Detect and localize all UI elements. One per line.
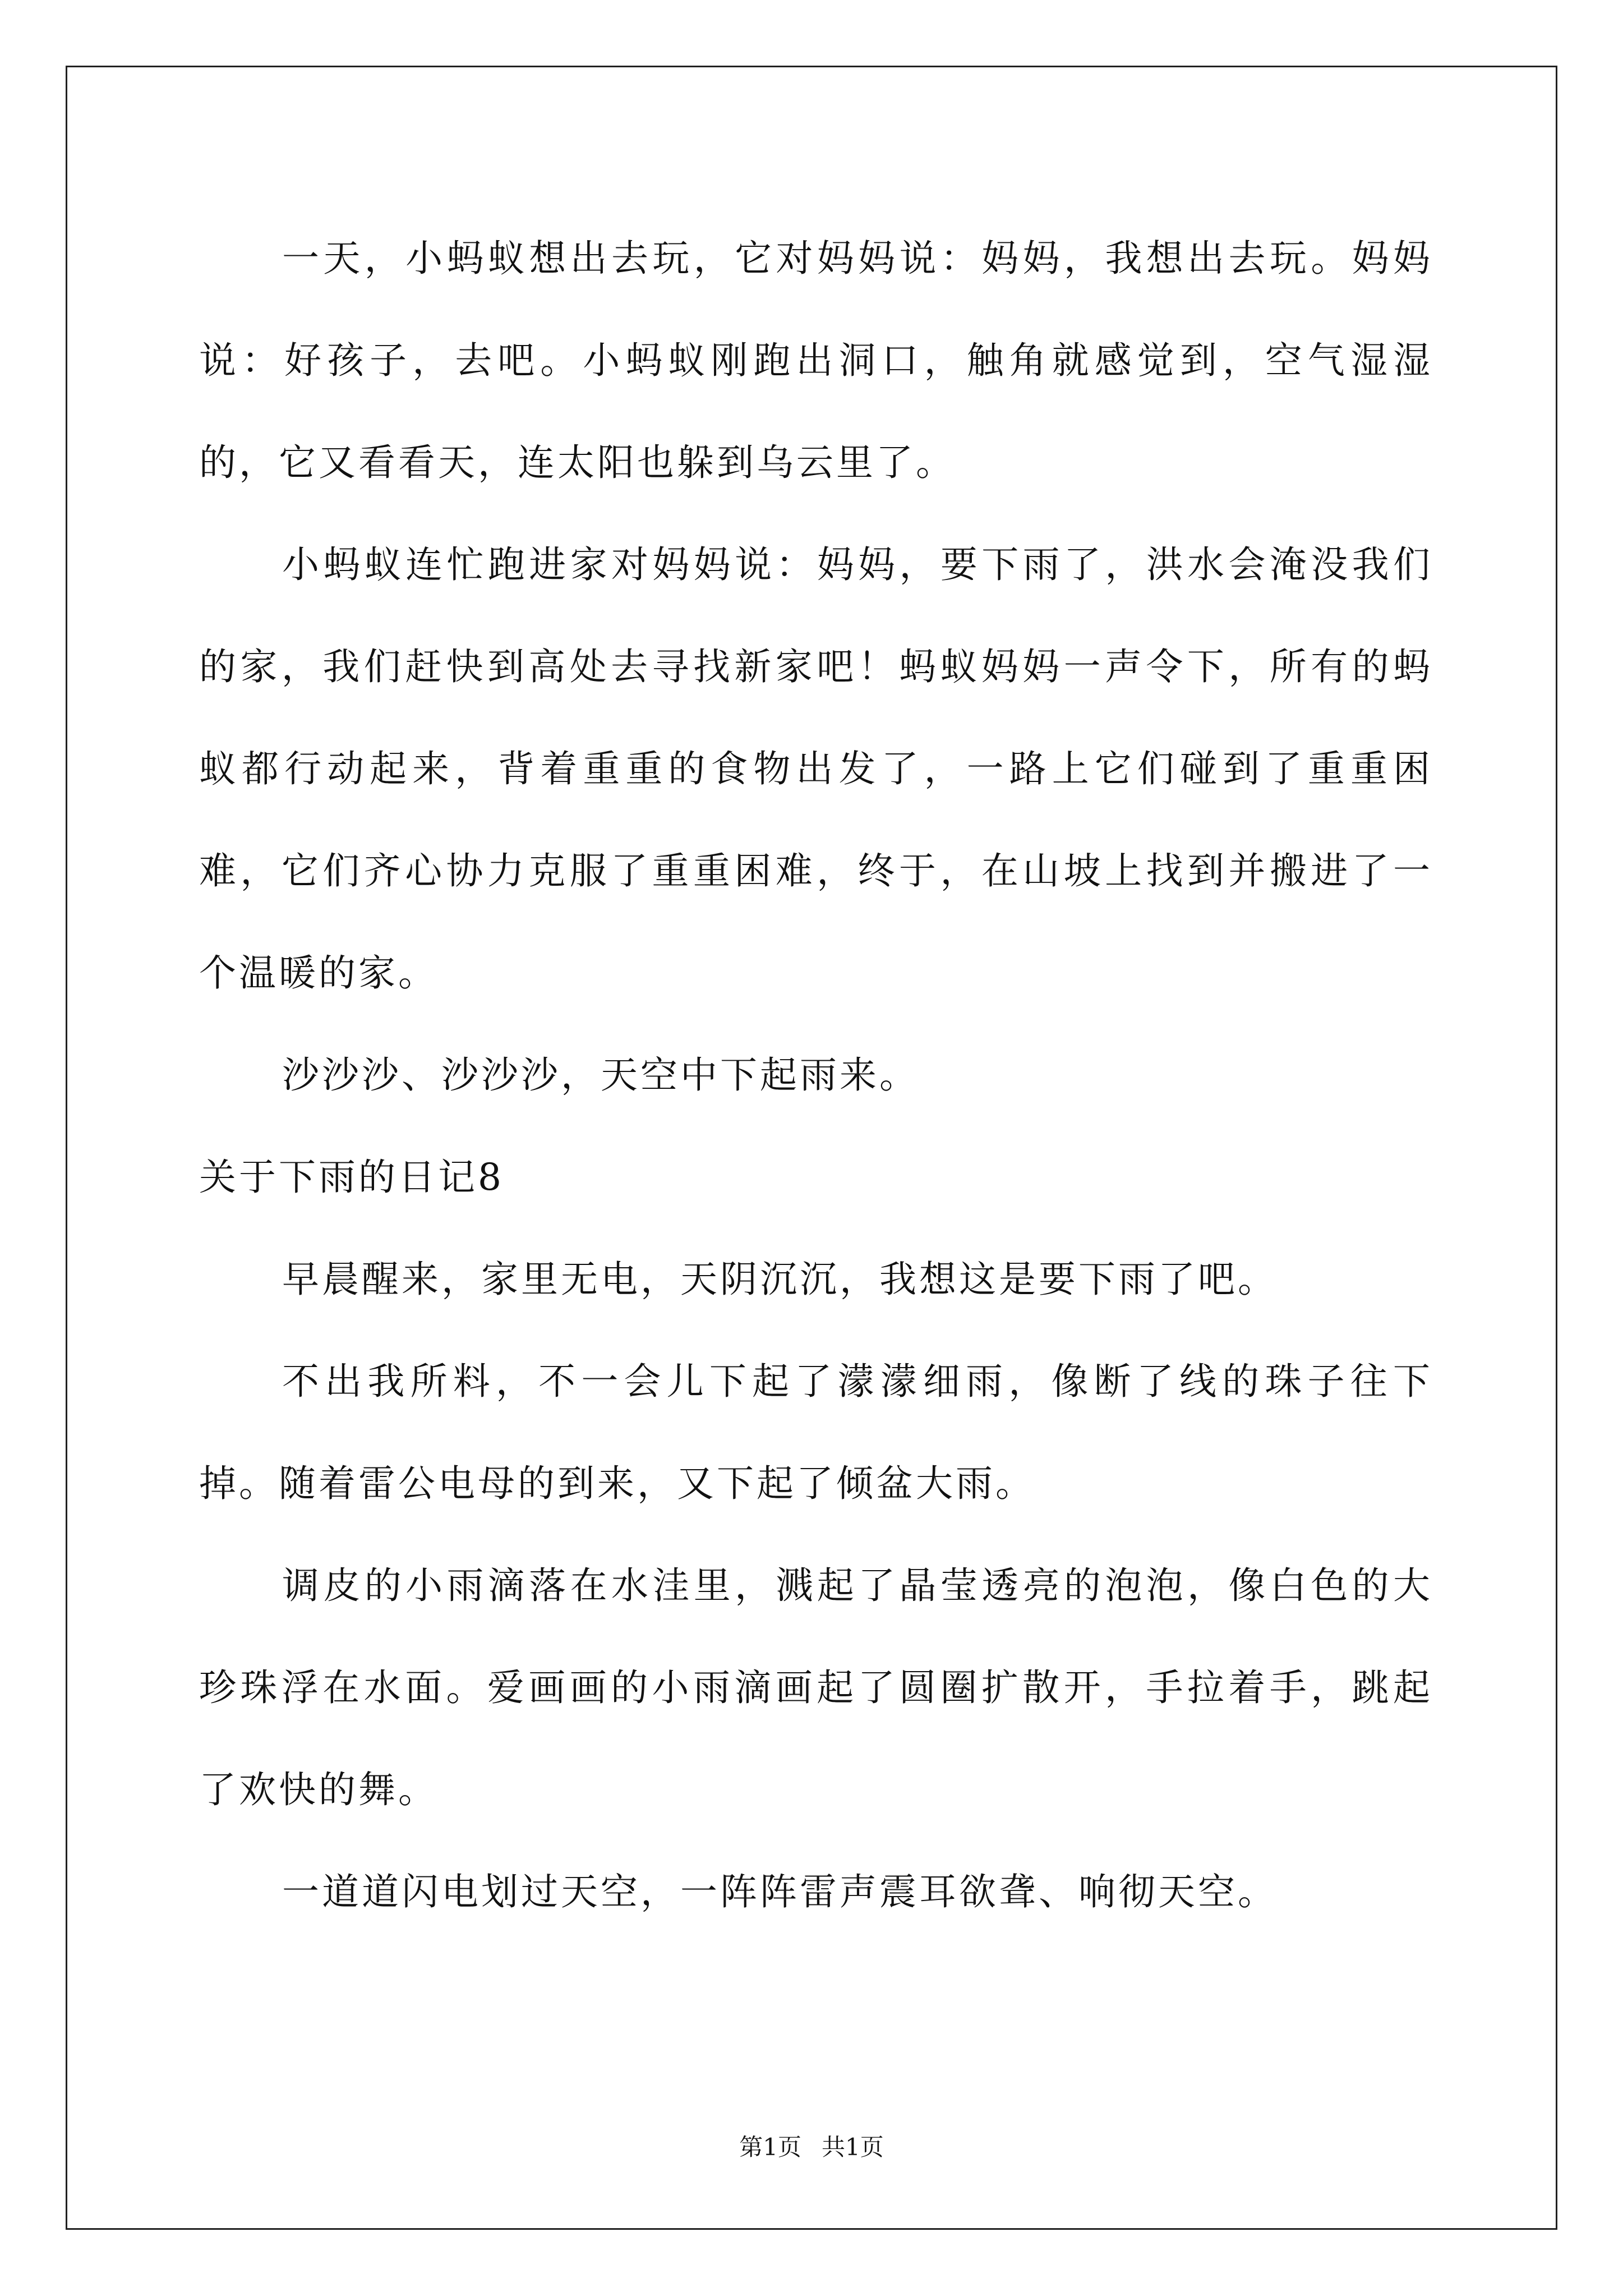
paragraph: 早晨醒来，家里无电，天阴沉沉，我想这是要下雨了吧。 (282, 1258, 1278, 1301)
page-number: 第1页 (739, 2133, 801, 2161)
paragraph: 小蚂蚁连忙跑进家对妈妈说：妈妈，要下雨了，洪水会淹没我们的家，我们赶快到高处去寻找新家吧！蚂蚁妈妈一声令下，所有的蚂蚁都行动起来，背着重重的食物出发了，一路上它们碰到了重重困难，它们齐心协力克服了重重困难，终于，在山坡上找到并搬进了一个温暖的家。 (199, 543, 1433, 995)
paragraph: 一天，小蚂蚁想出去玩，它对妈妈说：妈妈，我想出去玩。妈妈说：好孩子，去吧。小蚂蚁刚跑出洞口，触角就感觉到，空气湿湿的，它又看看天，连太阳也躲到乌云里了。 (199, 237, 1433, 484)
paragraph: 沙沙沙、沙沙沙，天空中下起雨来。 (282, 1053, 919, 1097)
section-heading: 关于下雨的日记8 (199, 1156, 504, 1199)
paragraph: 不出我所料，不一会儿下起了濛濛细雨，像断了线的珠子往下掉。随着雷公电母的到来，又下起了倾盆大雨。 (199, 1360, 1433, 1505)
page-footer (0, 2131, 1623, 2164)
paragraph: 调皮的小雨滴落在水洼里，溅起了晶莹透亮的泡泡，像白色的大珍珠浮在水面。爱画画的小雨滴画起了圆圈扩散开，手拉着手，跳起了欢快的舞。 (199, 1564, 1433, 1811)
page-total: 共1页 (822, 2133, 884, 2161)
document-body (199, 208, 1433, 1943)
paragraph: 一道道闪电划过天空，一阵阵雷声震耳欲聋、响彻天空。 (282, 1870, 1278, 1913)
